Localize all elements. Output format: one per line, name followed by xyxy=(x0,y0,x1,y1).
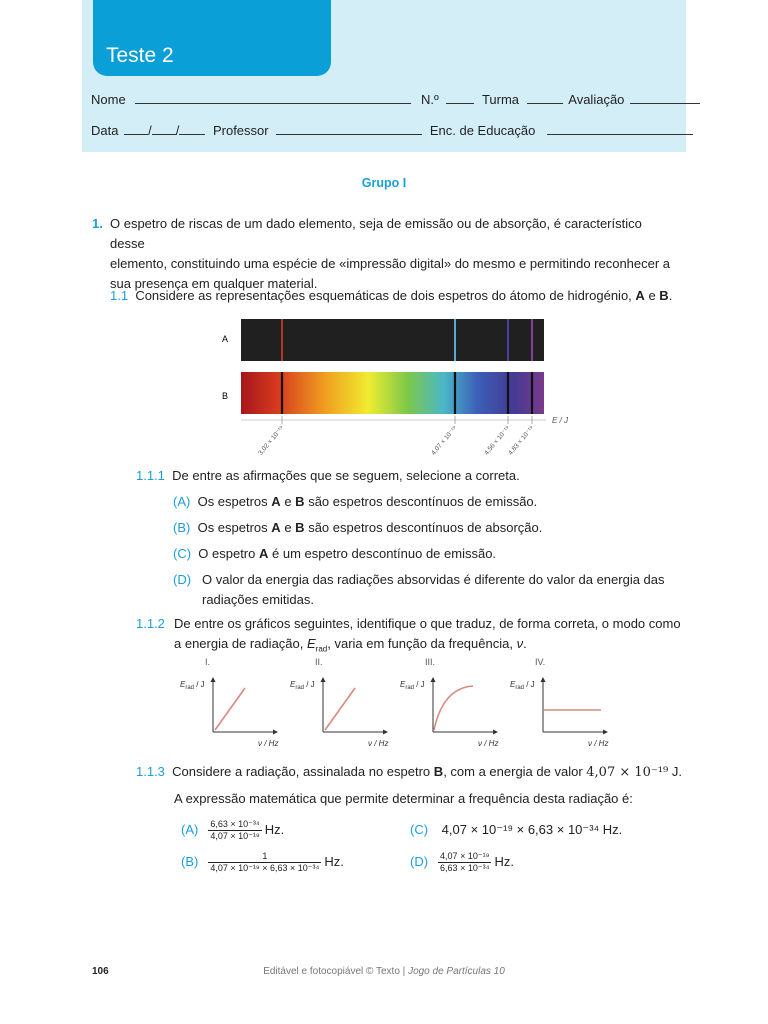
name-field[interactable] xyxy=(135,92,411,104)
graph-curve xyxy=(434,686,473,730)
graphs-figure xyxy=(175,654,615,754)
option-1-1-1-a[interactable]: (A) Os espetros A e B são espetros descontínuos de emissão. xyxy=(173,494,538,509)
option-1-1-1-d-letter[interactable]: (D) xyxy=(173,572,192,587)
graph-curve xyxy=(325,688,355,730)
graph-y-arrow xyxy=(541,677,546,682)
q1-1-2-text: De entre os gráficos seguintes, identifique o que traduz, de forma correta, o modo como a energia de radiação, $E_{rad}$, varia em função da frequência, ν. xyxy=(174,616,681,654)
header-row-2 xyxy=(91,123,693,138)
graph-x-arrow xyxy=(383,730,388,735)
graph-label: II. xyxy=(315,657,323,667)
option-1-1-3-d[interactable]: (D) $\frac{\text{4,07 × 10⁻¹⁹}}{\text{6,63 × 10⁻³⁴}}$ Hz. xyxy=(410,850,514,873)
energy-tick-label: 4,83 × 10⁻¹⁹ xyxy=(507,424,536,457)
date-month-field[interactable] xyxy=(152,123,176,135)
graph-label: III. xyxy=(425,657,436,667)
option-1-1-3-a[interactable]: (A) $\frac{\text{6,63 × 10⁻³⁴}}{\text{4,07 × 10⁻¹⁹}}$ Hz. xyxy=(181,818,285,841)
q1-1-1: 1.1.1 De entre as afirmações que se seguem, selecione a correta. xyxy=(136,468,520,483)
q1-number: 1. xyxy=(92,216,103,231)
graph-xlabel: ν / Hz xyxy=(478,739,499,748)
q1-1: 1.1 Considere as representações esquemáticas de dois espetros do átomo de hidrogénio, A e B. xyxy=(110,288,673,303)
number-label: N.º xyxy=(420,92,439,107)
graph-ylabel: $E_{rad}$ / J xyxy=(510,680,535,691)
spectrum-a xyxy=(241,319,544,361)
energy-tick-label: 3,02 × 10⁻¹⁹ xyxy=(257,424,286,457)
q1-1-3: 1.1.3 Considere a radiação, assinalada no espetro B, com a energia de valor 4,07 × 10⁻¹⁹ J. xyxy=(136,764,682,780)
option-1-1-3-b[interactable]: (B) $\frac{1}{\text{4,07 × 10⁻¹⁹ × 6,63 × 10⁻³⁴}}$ Hz. xyxy=(181,850,344,873)
graph-xlabel: ν / Hz xyxy=(258,739,279,748)
number-field[interactable] xyxy=(446,92,474,104)
graph-x-arrow xyxy=(493,730,498,735)
header-row-1 xyxy=(91,92,700,107)
q1-text: O espetro de riscas de um dado elemento, seja de emissão ou de absorção, é característico desse elemento, constituindo uma espécie de «impressão digital» do mesmo e permitindo reconhecer a sua presença em qualquer material. xyxy=(110,216,671,291)
q1-1-1-number: 1.1.1 xyxy=(136,468,165,483)
graph-label: IV. xyxy=(535,657,546,667)
graph-xlabel: ν / Hz xyxy=(368,739,389,748)
date-slash-1: / xyxy=(148,123,152,138)
group-title: Grupo I xyxy=(361,176,407,190)
graph-x-arrow xyxy=(603,730,608,735)
teacher-field[interactable] xyxy=(276,123,422,135)
spectrum-ticks xyxy=(257,416,535,457)
q1-1-2-number: 1.1.2 xyxy=(136,616,165,631)
graph-ylabel: $E_{rad}$ / J xyxy=(180,680,205,691)
date-year-field[interactable] xyxy=(179,123,205,135)
graph-y-arrow xyxy=(431,677,436,682)
spectrum-b-label: B xyxy=(222,391,229,401)
guardian-label: Enc. de Educação xyxy=(429,123,536,138)
q1-1-number: 1.1 xyxy=(110,288,129,303)
q1-1-3-line2: A expressão matemática que permite determinar a frequência desta radiação é: xyxy=(174,791,633,806)
date-day-field[interactable] xyxy=(124,123,148,135)
graph-ylabel: $E_{rad}$ / J xyxy=(290,680,315,691)
option-1-1-3-c[interactable]: (C) 4,07 × 10⁻¹⁹ × 6,63 × 10⁻³⁴ Hz. xyxy=(410,822,623,837)
graph-y-arrow xyxy=(321,677,326,682)
energy-tick-label: 4,07 × 10⁻¹⁹ xyxy=(430,424,459,457)
option-1-1-1-c[interactable]: (C) O espetro A é um espetro descontínuo de emissão. xyxy=(173,546,497,561)
teacher-label: Professor xyxy=(212,123,269,138)
graph-x-arrow xyxy=(273,730,278,735)
class-label: Turma xyxy=(481,92,520,107)
spectrum-a-label: A xyxy=(222,334,229,344)
spectra-figure xyxy=(200,312,580,462)
date-label: Data xyxy=(91,123,119,138)
graph-curve xyxy=(215,688,245,730)
page-number: 106 xyxy=(92,966,109,977)
energy-axis-label: E / J xyxy=(552,416,569,425)
evaluation-label: Avaliação xyxy=(568,92,625,107)
page-title: Teste 2 xyxy=(106,44,174,67)
class-field[interactable] xyxy=(527,92,563,104)
footer-credit: Editável e fotocopiável © Texto | Jogo de Partículas 10 xyxy=(263,966,505,977)
evaluation-field[interactable] xyxy=(630,92,700,104)
option-1-1-1-b[interactable]: (B) Os espetros A e B são espetros descontínuos de absorção. xyxy=(173,520,543,535)
graph-xlabel: ν / Hz xyxy=(588,739,609,748)
date-slash-2: / xyxy=(175,123,180,138)
guardian-field[interactable] xyxy=(547,123,693,135)
q1-1-3-number: 1.1.3 xyxy=(136,764,165,779)
graph-ylabel: $E_{rad}$ / J xyxy=(400,680,425,691)
spectrum-b xyxy=(241,372,544,414)
option-1-1-1-d[interactable]: O valor da energia das radiações absorvidas é diferente do valor da energia das radiações emitidas. xyxy=(202,572,665,607)
graph-y-arrow xyxy=(211,677,216,682)
energy-tick-label: 4,56 × 10⁻¹⁹ xyxy=(483,424,512,457)
graph-label: I. xyxy=(205,657,211,667)
name-label: Nome xyxy=(91,92,126,107)
